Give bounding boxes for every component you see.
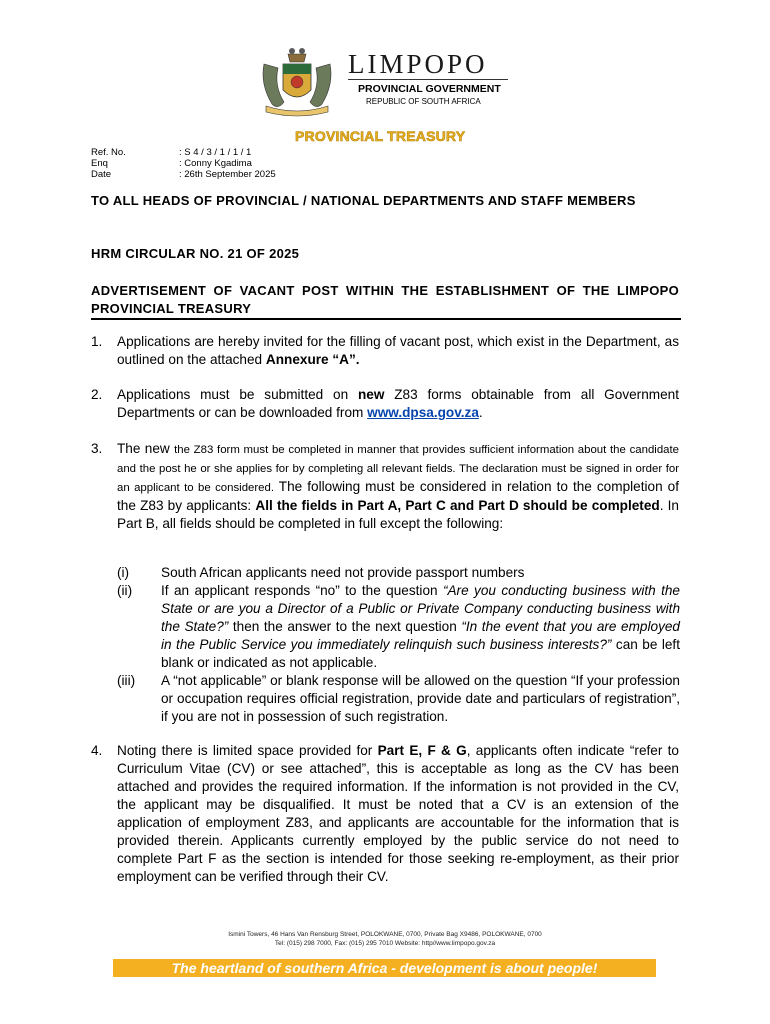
footer-slogan: The heartland of southern Africa - development is about people! [171,960,598,976]
text-span: can be left blank or indicated as not applicable. [161,637,680,670]
brand-title: LIMPOPO [348,49,488,79]
paragraph-number: 1. [91,334,103,349]
paragraph-3 [91,440,679,533]
text-span: , applicants often indicate “refer to Curriculum Vitae (CV) or see attached”, this is acceptable as long as the CV has been attached and provides the required information. If the information is not provided in the CV, the applicant may be disqualified. It must be noted that a CV is an extension of the application of employment Z83, and applicants are accountable for the information that is provided therein. Applicants currently employed by the public service do not need to complete Part F as the section is intended for those seeking re-employment, as their prior employment can be verified through their CV. [117,743,679,884]
italic-question: “Are you conducting business with the State or are you a Director of a Public or Private Company conducting business with the State?” [161,583,680,634]
bold-span: All the fields in Part A, Part C and Part D should be completed [255,498,660,513]
text-span: . In Part B, all fields should be completed in full except the following: [117,498,679,531]
ref-value: : Conny Kgadima [179,158,252,169]
list-item [117,564,680,582]
paragraph-text [117,386,679,422]
list-item-number: (ii) [117,583,133,598]
ref-label: Date [91,169,112,180]
exceptions-list [117,564,680,726]
footer-address-line: Ismini Towers, 46 Hans Van Rensburg Street, POLOKWANE, 0700, Private Bag X9486, POLOKWANE, 0700 [228,931,542,938]
paragraph-2 [91,386,679,422]
bold-span: Part E, F & G [377,743,467,758]
subject-heading: ADVERTISEMENT OF VACANT POST WITHIN THE ESTABLISHMENT OF THE LIMPOPO PROVINCIAL TREASURY [91,283,679,316]
text-span: Applications are hereby invited for the filling of vacant post, which exist in the Department, as outlined on the attached [117,334,679,367]
text-span: If an applicant responds “no” to the question [161,583,443,598]
text-span: . [478,405,483,420]
footer-address [0,930,770,948]
list-item-text: A “not applicable” or blank response will be allowed on the question “If your profession or occupation requires official registration, provide date and particulars of registration”, if you are not in possession of such registration. [161,673,680,724]
brand-subtitle: PROVINCIAL GOVERNMENT [358,83,501,95]
list-item [117,672,680,726]
list-item-number: (iii) [117,673,136,688]
department-name: PROVINCIAL TREASURY [295,128,466,144]
paragraph-4 [91,742,679,886]
reference-block [91,147,276,180]
paragraph-text [117,333,679,369]
ref-label: Enq [91,158,108,169]
text-span: The new [117,441,175,456]
circular-number-heading: HRM CIRCULAR NO. 21 OF 2025 [91,246,300,261]
list-item-number: (i) [117,565,130,580]
small-text-span: the Z83 form must be completed in manner that provides sufficient information about the candidate and the post he or she applies for by completing all relevant fields. The declaration must be signed in order for an applicant to be considered. [117,444,679,494]
annexure-reference: Annexure “A”. [265,352,360,367]
bold-span: new [357,387,385,402]
text-span: then the answer to the next question [228,619,462,634]
addressee-heading: TO ALL HEADS OF PROVINCIAL / NATIONAL DEPARTMENTS AND STAFF MEMBERS [91,193,636,208]
list-item-text: South African applicants need not provide passport numbers [161,565,525,580]
ref-row [91,158,276,169]
ref-row [91,147,276,158]
italic-question: “In the event that you are employed in the Public Service you immediately relinquish such business interests?” [161,619,680,652]
footer-contact-line: Tel: (015) 298 7000, Fax: (015) 295 7010 Website: http//www.limpopo.gov.za [274,940,496,947]
text-span: Z83 forms obtainable from all Government Departments or can be downloaded from [117,387,679,420]
list-item [117,582,680,672]
paragraph-number: 4. [91,743,103,758]
ref-value: : S 4 / 3 / 1 / 1 / 1 [179,147,252,158]
paragraph-number: 2. [91,387,103,402]
coat-of-arms-logo [258,44,336,118]
subject-underline [91,318,681,320]
ref-label: Ref. No. [91,147,126,158]
paragraph-text [117,440,679,533]
list-item-text [161,582,680,672]
dpsa-link[interactable]: www.dpsa.gov.za [367,405,479,420]
ref-row [91,169,276,180]
ref-value: : 26th September 2025 [179,169,276,180]
text-span: The following must be considered in relation to the completion of the Z83 by applicants: [117,479,679,513]
paragraph-text [117,742,679,886]
brand-country: REPUBLIC OF SOUTH AFRICA [366,97,481,106]
text-span: Applications must be submitted on [117,387,358,402]
brand-divider [348,79,508,80]
paragraph-number: 3. [91,441,103,456]
text-span: Noting there is limited space provided for [117,743,378,758]
paragraph-1 [91,333,679,369]
